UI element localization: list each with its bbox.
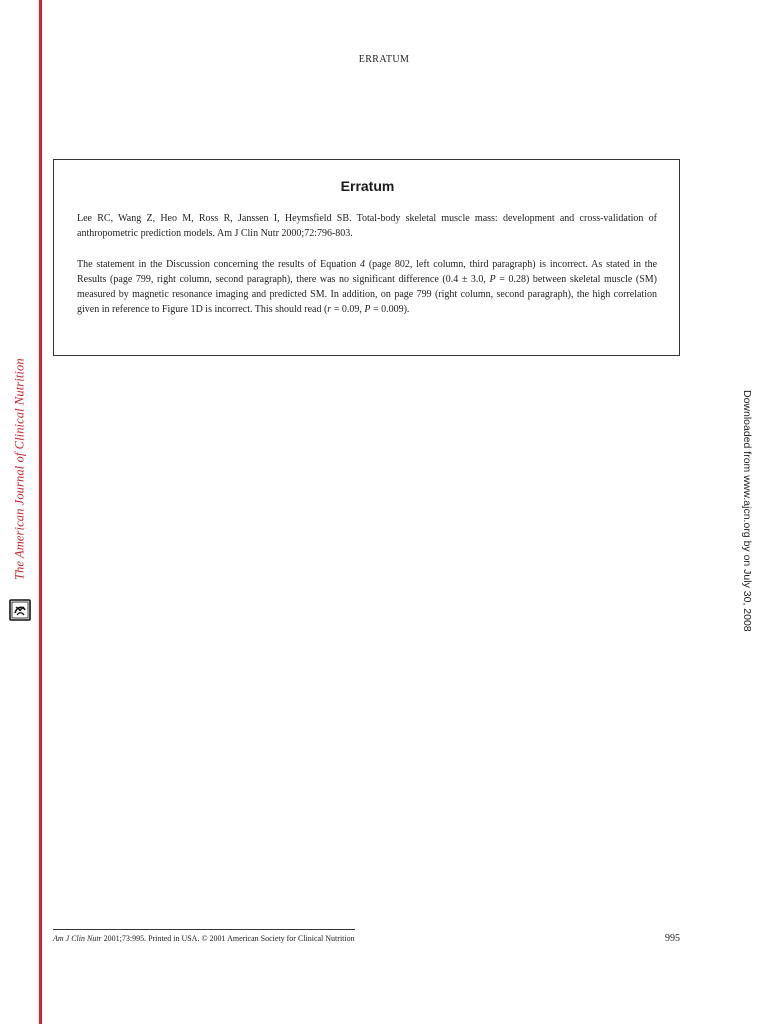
p-value-symbol: P [489, 274, 496, 285]
erratum-citation: Lee RC, Wang Z, Heo M, Ross R, Janssen I, Heymsfield SB. Total-body skeletal muscle mass: development and cross-validation of anthropometric prediction models. Am J Clin Nutr 2000;72:796-803. [77, 213, 657, 239]
ajcn-logo-icon [8, 598, 32, 622]
citation-details: 2001;73:995. Printed in USA. © 2001 American Society for Clinical Nutrition [101, 934, 355, 943]
journal-accent-rule [39, 0, 42, 1024]
equation-number: 4 [360, 259, 366, 270]
erratum-statement [77, 257, 657, 317]
statement-text: (page 802, left column, third paragraph) is incorrect. As stated in the Results (page 799, right column, second paragraph), there was no significant difference (0.4 ± 3.0, [77, 259, 658, 285]
journal-name: The American Journal of Clinical Nutrition [12, 358, 27, 580]
statement-text: The statement in the Discussion concerning the results of Equation [77, 259, 361, 270]
r-value-symbol: r [327, 304, 332, 315]
p-value-symbol: P [364, 304, 371, 315]
page-number: 995 [665, 933, 680, 944]
journal-abbrev: Am J Clin Nutr [53, 934, 102, 943]
erratum-box [53, 159, 680, 356]
download-notice: Downloaded from www.ajcn.org by on July 30, 2008 [741, 390, 753, 632]
statement-text: = 0.28) between skeletal muscle (SM) measured by magnetic resonance imaging and predicted SM. In addition, on page 799 (right column, second paragraph), the high correlation given in reference to Figure 1D is incorrect. This should read ( [77, 274, 658, 315]
erratum-title: Erratum [340, 178, 395, 194]
footer-divider [53, 929, 355, 930]
footer-citation [53, 934, 355, 943]
statement-text: = 0.009). [370, 304, 410, 315]
statement-text: = 0.09, [331, 304, 365, 315]
running-head: ERRATUM [358, 54, 410, 65]
